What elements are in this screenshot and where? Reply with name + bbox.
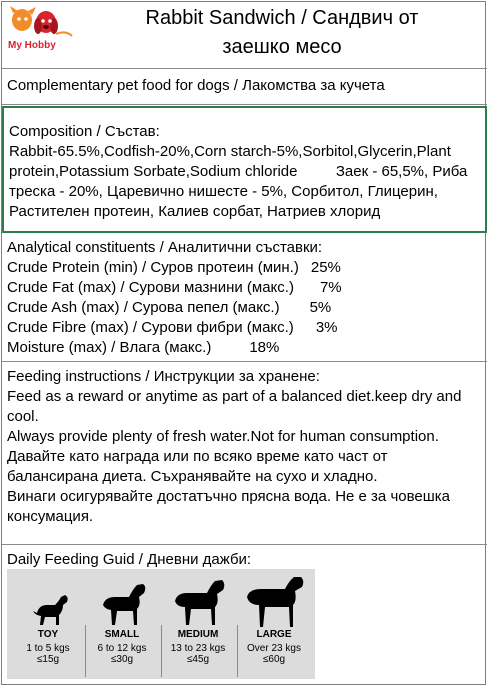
header — [2, 2, 487, 69]
guide-size-details — [89, 643, 155, 665]
feeding-guide-graphic — [7, 569, 315, 679]
analytical-label: Crude Fibre (max) / Сурови фибри (макс.) — [7, 319, 294, 336]
analytical-value: 18% — [249, 339, 280, 356]
composition-heading: Composition / Състав: — [9, 123, 160, 140]
guide-size-amount: ≤30g — [110, 654, 134, 665]
guide-size-range: Over 23 kgs — [247, 643, 301, 654]
analytical-value: 3% — [315, 319, 338, 336]
daily-heading: Daily Feeding Guid / Дневни дажби: — [7, 551, 252, 568]
guide-divider — [161, 625, 162, 677]
guide-size-name: LARGE — [256, 629, 292, 640]
guide-size-name: TOY — [37, 629, 59, 640]
guide-size-range: 1 to 5 kgs — [26, 643, 70, 654]
analytical-value: 5% — [309, 299, 332, 316]
feeding-line-2: Always provide plenty of fresh water.Not for human consumption. — [7, 428, 439, 445]
product-title — [82, 4, 482, 62]
title-line-2: заешко месо — [222, 36, 342, 58]
analytical-value: 7% — [319, 279, 342, 296]
guide-size-name: SMALL — [104, 629, 140, 640]
guide-size-amount: ≤60g — [262, 654, 286, 665]
analytical-label: Crude Protein (min) / Суров протеин (мин.) — [7, 259, 299, 276]
analytical-row-protein — [7, 258, 487, 278]
guide-divider — [237, 625, 238, 677]
guide-size-amount: ≤45g — [186, 654, 210, 665]
guide-size-amount: ≤15g — [36, 654, 60, 665]
complementary-food-line: Complementary pet food for dogs / Лакомства за кучета — [2, 68, 487, 105]
analytical-heading: Analytical constituents / Аналитични съставки: — [7, 239, 323, 256]
analytical-value: 25% — [310, 259, 341, 276]
small-dog-icon — [89, 575, 155, 629]
composition-bulgarian-rest: - 65,5%, Риба треска - 20%, Царевично нишесте - 5%, Сорбитол, Глицерин, Растителен протеин, Калиев сорбат, Натриев хлорид — [9, 163, 468, 220]
title-line-1: Rabbit Sandwich / Сандвич от — [145, 7, 419, 29]
my-hobby-logo — [6, 4, 78, 52]
guide-column-medium — [165, 569, 231, 679]
guide-size-details — [15, 643, 81, 665]
guide-column-toy — [15, 569, 81, 679]
composition-section — [2, 106, 487, 233]
composition-bulgarian-start: Заек — [335, 163, 369, 180]
guide-divider — [85, 625, 86, 677]
analytical-row-ash — [7, 298, 487, 318]
feeding-line-1: Feed as a reward or anytime as part of a balanced diet.keep dry and cool. — [7, 388, 462, 425]
analytical-label: Crude Fat (max) / Сурови мазнини (макс.) — [7, 279, 294, 296]
logo-text: My Hobby — [8, 40, 56, 51]
analytical-section — [2, 234, 487, 362]
composition-english: Rabbit-65.5%,Codfish-20%,Corn starch-5%,Sorbitol,Glycerin,Plant protein,Potassium Sorbate,Sodium chloride — [9, 143, 451, 180]
large-dog-icon — [241, 575, 307, 629]
feeding-line-3: Давайте като награда или по всяко време като част от балансирана диета. Съхранявайте на сухо и хладно. — [7, 448, 388, 485]
guide-size-range: 6 to 12 kgs — [97, 643, 147, 654]
medium-dog-icon — [165, 575, 231, 629]
analytical-row-fibre — [7, 318, 487, 338]
analytical-label: Moisture (max) / Влага (макс.) — [7, 339, 212, 356]
guide-size-details — [241, 643, 307, 665]
guide-column-small — [89, 569, 155, 679]
toy-dog-icon — [15, 575, 81, 629]
guide-column-large — [241, 569, 307, 679]
feeding-line-4: Винаги осигурявайте достатъчно прясна вода. Не е за човешка консумация. — [7, 488, 451, 525]
guide-size-details — [165, 643, 231, 665]
feeding-heading: Feeding instructions / Инструкции за хранене: — [7, 368, 320, 385]
analytical-row-fat — [7, 278, 487, 298]
feeding-section — [2, 363, 487, 545]
guide-size-name: MEDIUM — [177, 629, 219, 640]
guide-size-range: 13 to 23 kgs — [170, 643, 226, 654]
analytical-label: Crude Ash (max) / Сурова пепел (макс.) — [7, 299, 280, 316]
analytical-row-moisture — [7, 338, 487, 358]
